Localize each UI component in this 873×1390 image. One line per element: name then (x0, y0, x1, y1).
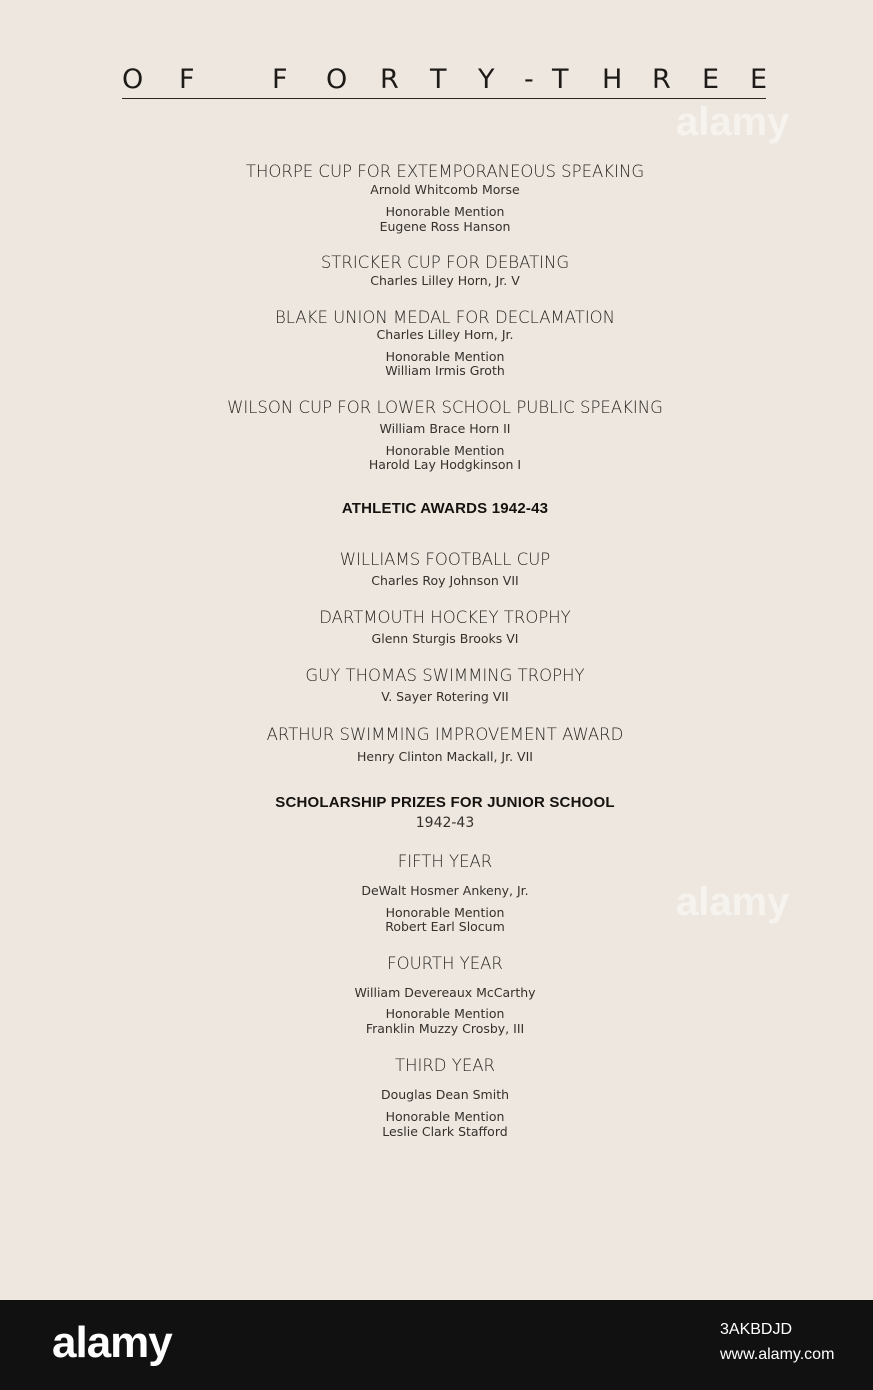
honorable-mention-label: Honorable Mention (385, 204, 505, 219)
site-url: www.alamy.com (720, 1346, 835, 1363)
honorable-mention-name: Robert Earl Slocum (385, 919, 505, 934)
section-heading-scholarship: SCHOLARSHIP PRIZES FOR JUNIOR SCHOOL (275, 794, 615, 811)
award-title: DARTMOUTH HOCKEY TROPHY (319, 608, 571, 627)
header-letter: Y (478, 64, 495, 95)
honorable-mention-name: Franklin Muzzy Crosby, III (365, 1021, 525, 1036)
honorable-mention-label: Honorable Mention (385, 905, 505, 920)
award-winner: Douglas Dean Smith (380, 1087, 510, 1102)
header-letter: F (272, 64, 288, 95)
section-year: 1942-43 (415, 815, 475, 831)
award-winner: William Devereaux McCarthy (354, 985, 536, 1000)
header-letter: T (430, 64, 447, 95)
award-title: THIRD YEAR (394, 1056, 496, 1075)
header-letter: R (380, 64, 399, 95)
award-title: THORPE CUP FOR EXTEMPORANEOUS SPEAKING (245, 162, 645, 181)
honorable-mention-label: Honorable Mention (385, 1006, 505, 1021)
header-letter: T (552, 64, 569, 95)
award-title: BLAKE UNION MEDAL FOR DECLAMATION (274, 308, 616, 327)
award-winner: Charles Lilley Horn, Jr. V (370, 273, 520, 288)
header-letter: F (179, 64, 195, 95)
header-letter: R (652, 64, 671, 95)
header-letter: H (602, 64, 623, 95)
award-winner: V. Sayer Rotering VII (381, 689, 509, 704)
watermark-logo: alamy (676, 100, 790, 144)
header-letter: - (524, 64, 534, 95)
alamy-logo: alamy (52, 1318, 172, 1367)
page-header (122, 64, 766, 99)
honorable-mention-label: Honorable Mention (385, 349, 505, 364)
award-title: STRICKER CUP FOR DEBATING (320, 253, 570, 272)
award-title: FOURTH YEAR (387, 954, 503, 973)
section-heading-athletic: ATHLETIC AWARDS 1942-43 (341, 500, 549, 517)
award-winner: Henry Clinton Mackall, Jr. VII (356, 749, 533, 764)
header-letter: O (122, 64, 144, 95)
header-letter: O (326, 64, 348, 95)
watermark-logo: alamy (676, 880, 790, 924)
header-letter: E (750, 64, 768, 95)
award-title: ARTHUR SWIMMING IMPROVEMENT AWARD (266, 725, 624, 744)
honorable-mention-name: Leslie Clark Stafford (382, 1124, 508, 1139)
award-title: WILSON CUP FOR LOWER SCHOOL PUBLIC SPEAKING (227, 398, 663, 417)
award-winner: Glenn Sturgis Brooks VI (371, 631, 519, 646)
award-winner: DeWalt Hosmer Ankeny, Jr. (361, 883, 529, 898)
award-title: WILLIAMS FOOTBALL CUP (339, 550, 551, 569)
award-winner: Arnold Whitcomb Morse (370, 182, 520, 197)
award-title: GUY THOMAS SWIMMING TROPHY (305, 666, 585, 685)
honorable-mention-name: Harold Lay Hodgkinson I (368, 457, 522, 472)
honorable-mention-label: Honorable Mention (385, 443, 505, 458)
award-winner: Charles Roy Johnson VII (371, 573, 519, 588)
honorable-mention-label: Honorable Mention (385, 1109, 505, 1124)
award-winner: William Brace Horn II (379, 421, 511, 436)
header-letter: E (702, 64, 720, 95)
award-winner: Charles Lilley Horn, Jr. (376, 327, 514, 342)
honorable-mention-name: William Irmis Groth (385, 363, 505, 378)
image-id: 3AKBDJD (720, 1321, 793, 1338)
honorable-mention-name: Eugene Ross Hanson (379, 219, 511, 234)
award-title: FIFTH YEAR (397, 852, 493, 871)
